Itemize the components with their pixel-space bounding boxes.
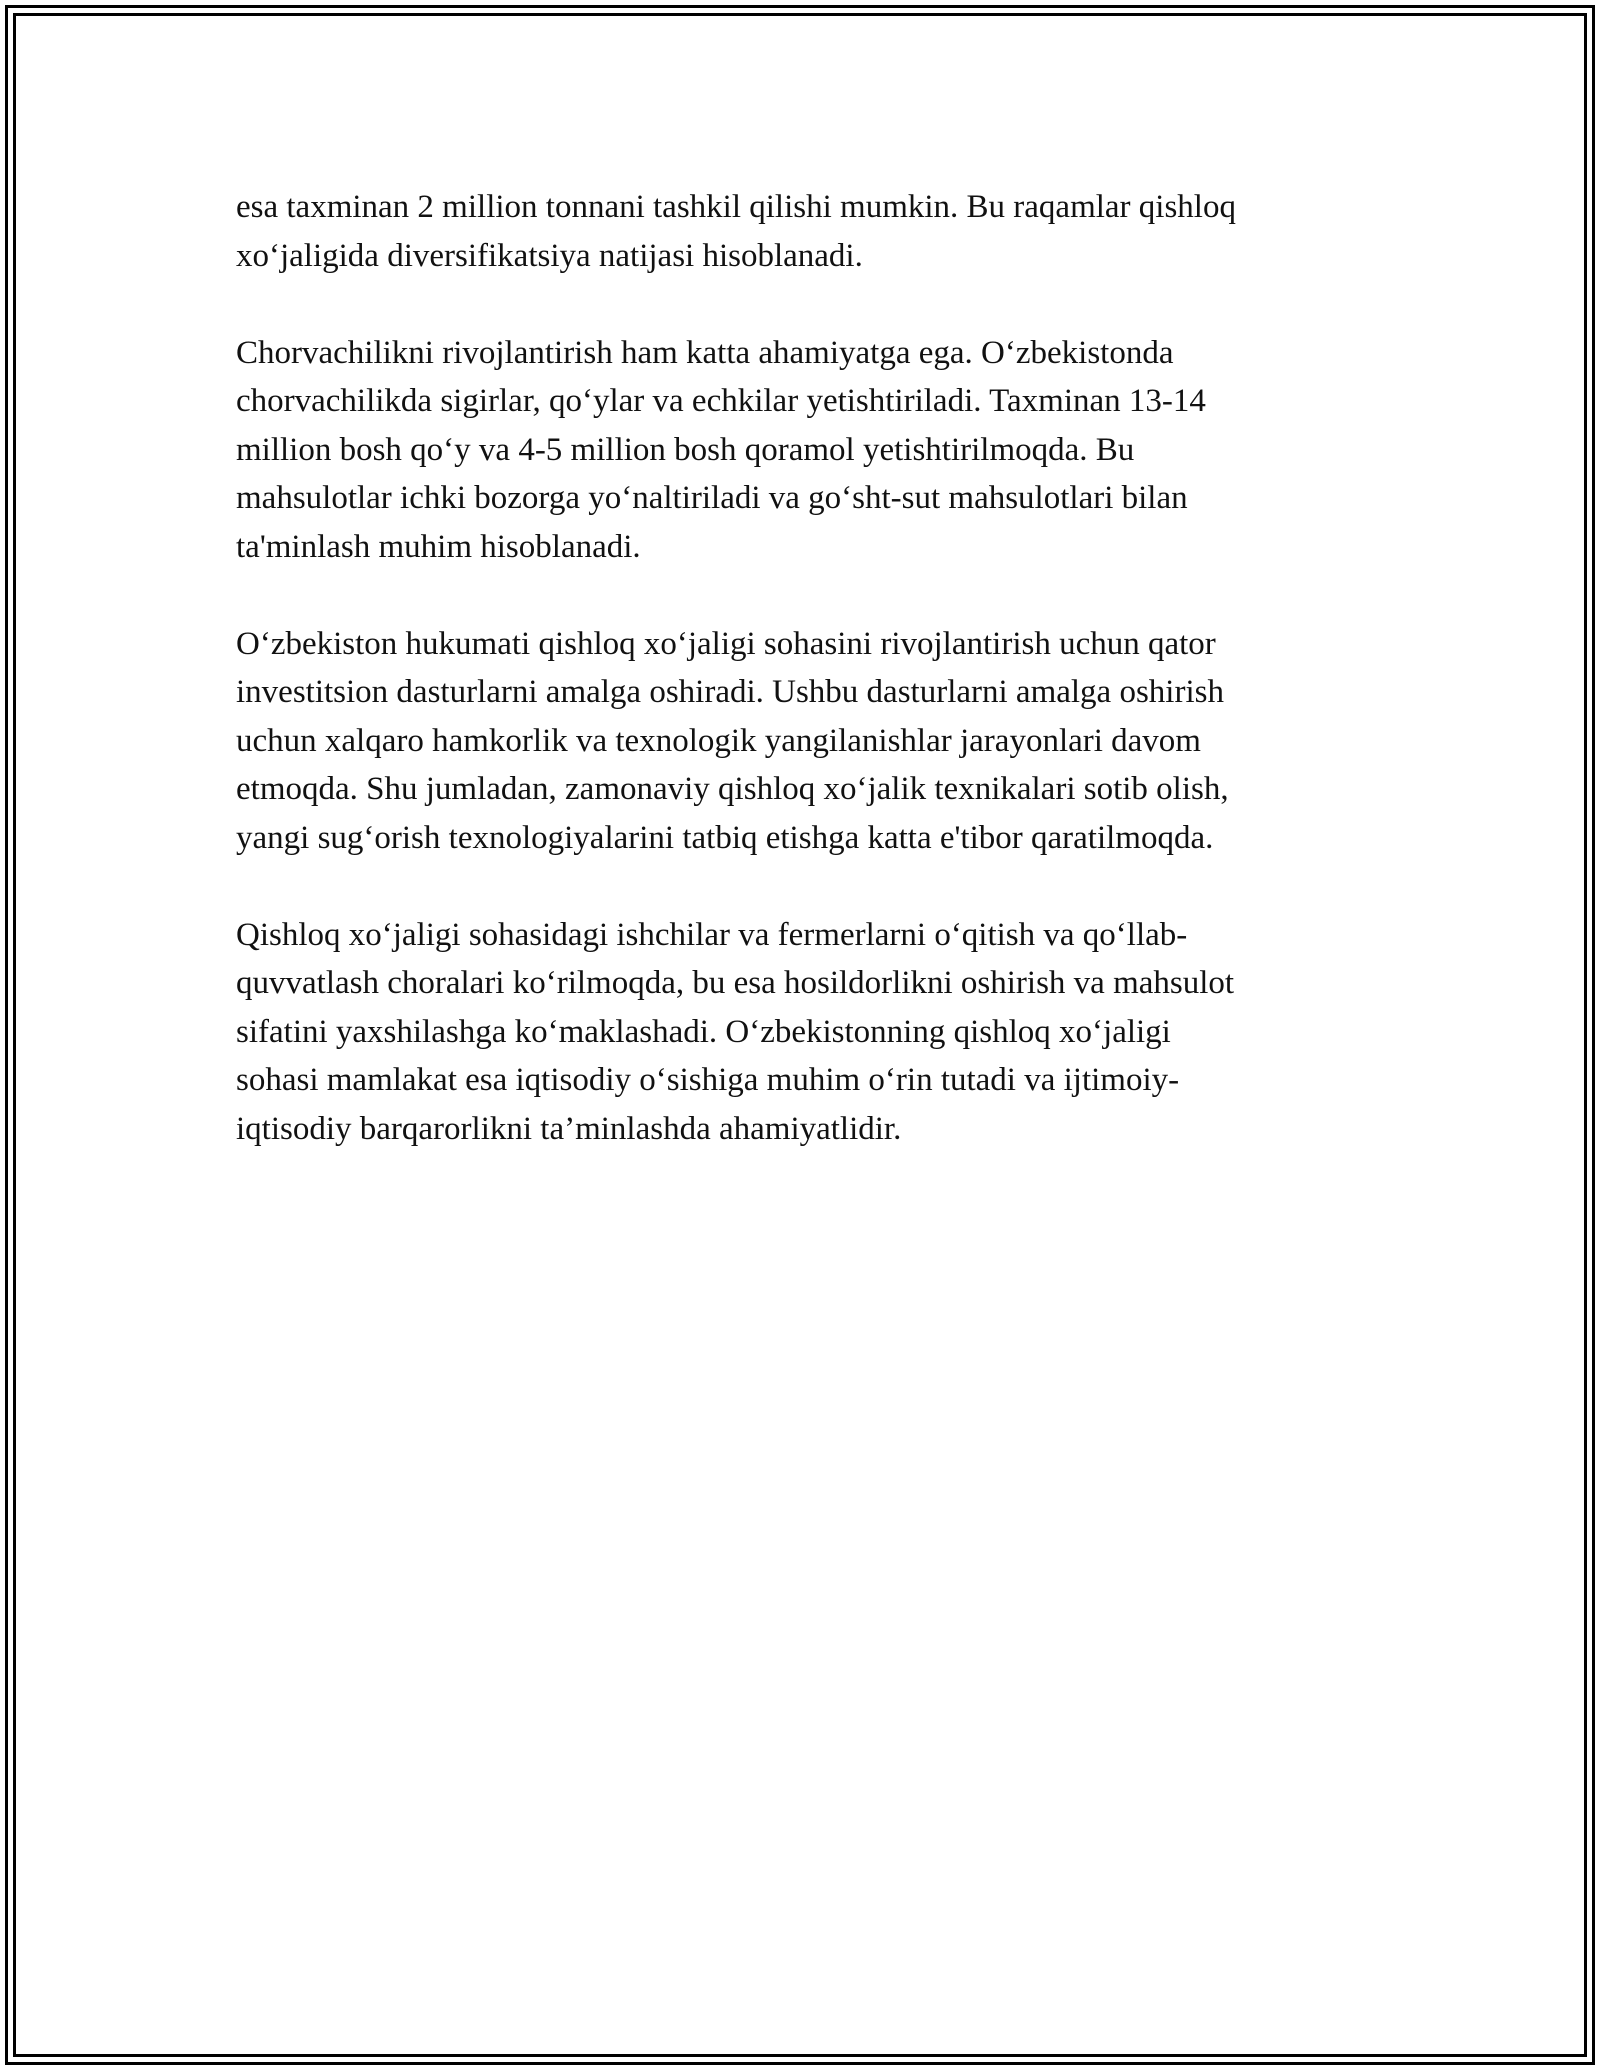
text-line: etmoqda. Shu jumladan, zamonaviy qishloq xo‘jalik texnikalari sotib olish, bbox=[236, 771, 1229, 807]
text-line: xo‘jaligida diversifikatsiya natijasi hisoblanadi. bbox=[236, 237, 863, 274]
paragraph-3 bbox=[236, 620, 1366, 863]
text-line: chorvachilikda sigirlar, qo‘ylar va echkilar yetishtiriladi. Taxminan 13-14 bbox=[236, 383, 1206, 419]
paragraph-1 bbox=[236, 183, 1366, 280]
text-line: million bosh qo‘y va 4-5 million bosh qoramol yetishtirilmoqda. Bu bbox=[236, 431, 1135, 468]
text-line: Qishloq xo‘jaligi sohasidagi ishchilar va fermerlarni o‘qitish va qo‘llab- bbox=[236, 916, 1188, 953]
text-line: mahsulotlar ichki bozorga yo‘naltiriladi va go‘sht-sut mahsulotlari bilan bbox=[236, 480, 1188, 516]
text-line: sohasi mamlakat esa iqtisodiy o‘sishiga muhim o‘rin tutadi va ijtimoiy- bbox=[236, 1062, 1180, 1098]
paragraph-2 bbox=[236, 329, 1366, 572]
text-line: ta'minlash muhim hisoblanadi. bbox=[236, 528, 641, 565]
text-line: O‘zbekiston hukumati qishloq xo‘jaligi sohasini rivojlantirish uchun qator bbox=[236, 625, 1216, 662]
text-line: iqtisodiy barqarorlikni ta’minlashda ahamiyatlidir. bbox=[236, 1110, 902, 1147]
text-line: uchun xalqaro hamkorlik va texnologik yangilanishlar jarayonlari davom bbox=[236, 722, 1201, 759]
text-line: sifatini yaxshilashga ko‘maklashadi. O‘zbekistonning qishloq xo‘jaligi bbox=[236, 1013, 1171, 1050]
text-line: quvvatlash choralari ko‘rilmoqda, bu esa hosildorlikni oshirish va mahsulot bbox=[236, 965, 1235, 1001]
text-line: Chorvachilikni rivojlantirish ham katta ahamiyatga ega. O‘zbekistonda bbox=[236, 334, 1174, 371]
text-line: investitsion dasturlarni amalga oshiradi. Ushbu dasturlarni amalga oshirish bbox=[236, 674, 1224, 710]
paragraph-4 bbox=[236, 911, 1366, 1154]
text-line: esa taxminan 2 million tonnani tashkil qilishi mumkin. Bu raqamlar qishloq bbox=[236, 189, 1236, 225]
text-line: yangi sug‘orish texnologiyalarini tatbiq etishga katta e'tibor qaratilmoqda. bbox=[236, 819, 1214, 856]
document-body bbox=[236, 183, 1366, 1202]
